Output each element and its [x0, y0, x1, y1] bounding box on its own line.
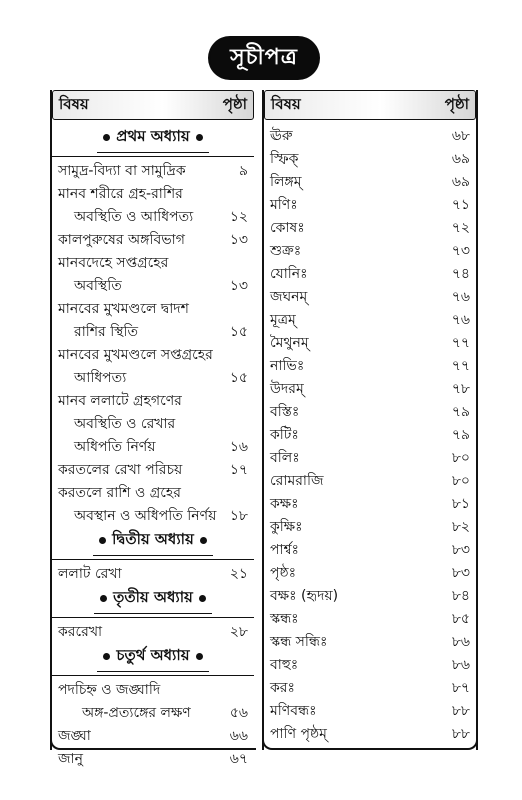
- toc-entry-page: ১৭: [229, 461, 248, 478]
- toc-entry-page: ৮৫: [451, 610, 470, 627]
- toc-entry: [264, 262, 476, 285]
- toc-entry-label: আধিপত্য: [74, 369, 127, 386]
- toc-entry-label: মানব শরীরে গ্রহ-রাশির: [58, 185, 183, 202]
- toc-entry: [52, 366, 254, 389]
- toc-entry-page: ৭২: [451, 219, 470, 236]
- toc-entry-label: বাহুঃ: [270, 656, 299, 673]
- toc-entry-label: স্ফিক্: [270, 150, 299, 167]
- toc-entry-label: মূত্রম্: [270, 311, 296, 328]
- divider: [52, 617, 254, 618]
- chapter-heading: [52, 527, 254, 557]
- left-column: [50, 90, 254, 767]
- toc-entry: [264, 538, 476, 561]
- toc-entry: [264, 446, 476, 469]
- left-header-subject: বিষয়: [59, 94, 89, 113]
- toc-entry: [264, 308, 476, 331]
- toc-entry-page: ৮৩: [451, 541, 470, 558]
- toc-entry-label: করঃ: [270, 679, 295, 696]
- chapter-title: [93, 528, 213, 556]
- toc-entry: [264, 423, 476, 446]
- toc-entry: [264, 170, 476, 193]
- toc-entry-page: ১৫: [229, 323, 248, 340]
- toc-entry-page: ৬৭: [229, 750, 248, 767]
- page-title-text: সূচীপত্র: [230, 44, 298, 70]
- divider: [52, 559, 254, 560]
- toc-entry: [264, 584, 476, 607]
- toc-entry-label: জঘনম্: [270, 288, 308, 305]
- chapter-title-text: চতুর্থ অধ্যায়: [116, 646, 190, 664]
- toc-entry-label: জানু: [58, 750, 83, 767]
- left-bottom-border: [50, 738, 256, 750]
- toc-entry-page: ৮৬: [451, 656, 470, 673]
- toc-entry-page: ৭৭: [451, 334, 470, 351]
- right-column-header: [264, 90, 476, 120]
- toc-entry-page: ৬৯: [451, 173, 470, 190]
- chapter-title-text: প্রথম অধ্যায়: [116, 127, 190, 145]
- toc-entry: [52, 274, 254, 297]
- toc-entry-page: ১৩: [229, 277, 248, 294]
- toc-entry: [264, 653, 476, 676]
- toc-entry: [52, 205, 254, 228]
- left-column-header: [52, 90, 254, 120]
- bullet-icon: [196, 653, 203, 660]
- toc-entry: [264, 492, 476, 515]
- chapter-title: [94, 586, 212, 614]
- toc-entry-page: ৮১: [451, 495, 470, 512]
- toc-entry: [52, 412, 254, 435]
- toc-entry: [264, 515, 476, 538]
- toc-entry-label: কক্ষঃ: [270, 495, 299, 512]
- chapter-title-text: তৃতীয় অধ্যায়: [113, 588, 193, 606]
- toc-entry-page: ৬৬: [229, 727, 248, 744]
- toc-entry-label: ললাট রেখা: [58, 565, 122, 582]
- toc-entry-page: ৮৭: [451, 679, 470, 696]
- toc-entry-label: লিঙ্গম্: [270, 173, 302, 190]
- toc-entry: [264, 676, 476, 699]
- toc-entry-label: উদরম্: [270, 380, 304, 397]
- toc-entry-page: ৭১: [451, 196, 470, 213]
- toc-entry: [264, 124, 476, 147]
- toc-entry-label: করতলের রেখা পরিচয়: [58, 461, 183, 478]
- toc-entry: [264, 400, 476, 423]
- toc-entry-label: কালপুরুষের অঙ্গবিভাগ: [58, 231, 185, 248]
- toc-entry: [264, 285, 476, 308]
- bullet-icon: [99, 537, 106, 544]
- toc-entry: [52, 389, 254, 412]
- toc-entry-label: সামুদ্র-বিদ্যা বা সামুদ্রিক: [58, 162, 186, 179]
- toc-entry-page: ৭৪: [451, 265, 470, 282]
- right-rows: [264, 124, 476, 745]
- toc-entry-page: ৭৯: [451, 426, 470, 443]
- toc-entry: [52, 701, 254, 724]
- toc-entry: [52, 159, 254, 182]
- toc-entry: [52, 251, 254, 274]
- toc-entry: [52, 182, 254, 205]
- toc-entry-page: ১২: [229, 208, 248, 225]
- toc-entry-page: ৮৩: [451, 564, 470, 581]
- toc-entry-label: মৈথুনম্: [270, 334, 309, 351]
- toc-entry: [52, 320, 254, 343]
- toc-entry-page: ৬৮: [451, 127, 470, 144]
- bullet-icon: [196, 134, 203, 141]
- toc-entry-label: শুক্রঃ: [270, 242, 302, 259]
- toc-entry-label: অধিপতি নির্ণয়: [74, 438, 156, 455]
- chapter-title: [97, 644, 208, 672]
- toc-entry: [264, 630, 476, 653]
- toc-entry-page: ৮৪: [451, 587, 470, 604]
- toc-entry-page: ৬৯: [451, 150, 470, 167]
- toc-entry-page: ৭৬: [451, 288, 470, 305]
- toc-entry-page: ৮০: [451, 449, 470, 466]
- toc-entry-label: কররেখা: [58, 623, 103, 640]
- toc-entry-label: করতলে রাশি ও গ্রহের: [58, 484, 181, 501]
- toc-entry: [52, 504, 254, 527]
- toc-entry-label: রোমরাজি: [270, 472, 324, 489]
- chapter-title-text: দ্বিতীয় অধ্যায়: [112, 530, 194, 548]
- toc-entry-page: ৭৩: [451, 242, 470, 259]
- toc-entry-page: ৭৮: [451, 380, 470, 397]
- toc-entry-label: বস্তিঃ: [270, 403, 300, 420]
- toc-entry-label: মণিবন্ধঃ: [270, 702, 317, 719]
- toc-entry-label: পাণি পৃষ্ঠম্: [270, 725, 327, 742]
- toc-entry-label: অঙ্গ-প্রত্যঙ্গের লক্ষণ: [82, 704, 191, 721]
- toc-entry: [52, 481, 254, 504]
- toc-entry-page: ২১: [229, 565, 248, 582]
- toc-entry-label: কোষঃ: [270, 219, 305, 236]
- toc-entry: [264, 699, 476, 722]
- toc-entry-label: বলিঃ: [270, 449, 300, 466]
- toc-entry-page: ২৮: [229, 623, 248, 640]
- toc-entry-label: নাভিঃ: [270, 357, 305, 374]
- right-column: [262, 90, 478, 750]
- toc-entry: [52, 678, 254, 701]
- bullet-icon: [200, 537, 207, 544]
- toc-entry: [52, 747, 254, 770]
- toc-entry-page: ৮২: [451, 518, 470, 535]
- toc-entry-page: ৮৬: [451, 633, 470, 650]
- toc-entry-label: মানবদেহে সপ্তগ্রহের: [58, 254, 169, 271]
- toc-entry-label: কটিঃ: [270, 426, 299, 443]
- toc-entry-label: যোনিঃ: [270, 265, 308, 282]
- toc-entry: [52, 297, 254, 320]
- chapter-title: [97, 125, 208, 153]
- right-header-page: পৃষ্ঠা: [444, 94, 469, 113]
- toc-entry: [264, 216, 476, 239]
- divider: [52, 675, 254, 676]
- chapter-heading: [52, 585, 254, 615]
- toc-entry: [52, 228, 254, 251]
- bullet-icon: [103, 653, 110, 660]
- toc-entry-page: ৮৮: [451, 725, 470, 742]
- toc-entry: [52, 458, 254, 481]
- toc-entry-label: পদচিহ্ন ও জঙ্ঘাদি: [58, 681, 161, 698]
- toc-entry-page: ১৬: [229, 438, 248, 455]
- toc-entry-label: মানব ললাটে গ্রহগণের: [58, 392, 182, 409]
- left-header-page: পৃষ্ঠা: [222, 94, 247, 113]
- toc-entry-page: ১৮: [229, 507, 248, 524]
- toc-entry: [52, 620, 254, 643]
- toc-entry: [264, 331, 476, 354]
- toc-entry-page: ৮০: [451, 472, 470, 489]
- toc-entry-label: অবস্থিতি ও রেখার: [74, 415, 176, 432]
- toc-entry-label: জঙ্ঘা: [58, 727, 91, 744]
- toc-entry-page: ১৩: [229, 231, 248, 248]
- bullet-icon: [100, 595, 107, 602]
- toc-entry-label: বক্ষঃ (হৃদয়): [270, 587, 339, 604]
- toc-entry-label: পৃষ্ঠঃ: [270, 564, 297, 581]
- toc-entry-page: ৫৬: [229, 704, 248, 721]
- chapter-heading: [52, 643, 254, 673]
- toc-entry: [264, 239, 476, 262]
- toc-entry-label: অবস্থিতি ও আধিপত্য: [74, 208, 194, 225]
- toc-entry-page: ৭৭: [451, 357, 470, 374]
- toc-entry-label: মানবের মুখমণ্ডলে সপ্তগ্রহের: [58, 346, 213, 363]
- toc-entry: [264, 147, 476, 170]
- toc-entry-page: ৯: [238, 162, 248, 179]
- bullet-icon: [103, 134, 110, 141]
- toc-entry: [264, 377, 476, 400]
- toc-entry-label: স্কন্ধঃ: [270, 610, 299, 627]
- toc-entry-page: ৭৬: [451, 311, 470, 328]
- toc-entry-label: পার্শ্বঃ: [270, 541, 300, 558]
- toc-entry: [264, 354, 476, 377]
- toc-entry-page: ১৫: [229, 369, 248, 386]
- toc-entry-label: মণিঃ: [270, 196, 298, 213]
- toc-entry: [264, 607, 476, 630]
- toc-entry-page: ৭৯: [451, 403, 470, 420]
- toc-entry-label: অবস্থান ও অধিপতি নির্ণয়: [74, 507, 217, 524]
- toc-entry: [52, 435, 254, 458]
- toc-entry-label: অবস্থিতি: [74, 277, 122, 294]
- toc-entry-label: মানবের মুখমণ্ডলে দ্বাদশ: [58, 300, 189, 317]
- toc-entry-label: স্কন্ধ সন্ধিঃ: [270, 633, 328, 650]
- divider: [52, 156, 254, 157]
- toc-entry: [52, 343, 254, 366]
- toc-entry-label: ঊরু: [270, 127, 293, 144]
- chapter-heading: [52, 124, 254, 154]
- page-title: [210, 38, 318, 78]
- toc-entry-label: কুক্ষিঃ: [270, 518, 303, 535]
- right-header-subject: বিষয়: [271, 94, 301, 113]
- toc-entry-label: রাশির স্থিতি: [74, 323, 138, 340]
- right-bottom-border: [262, 738, 478, 750]
- left-rows: [52, 124, 254, 770]
- toc-entry: [264, 561, 476, 584]
- toc-entry: [264, 193, 476, 216]
- toc-entry: [264, 469, 476, 492]
- bullet-icon: [199, 595, 206, 602]
- toc-entry: [52, 562, 254, 585]
- toc-entry-page: ৮৮: [451, 702, 470, 719]
